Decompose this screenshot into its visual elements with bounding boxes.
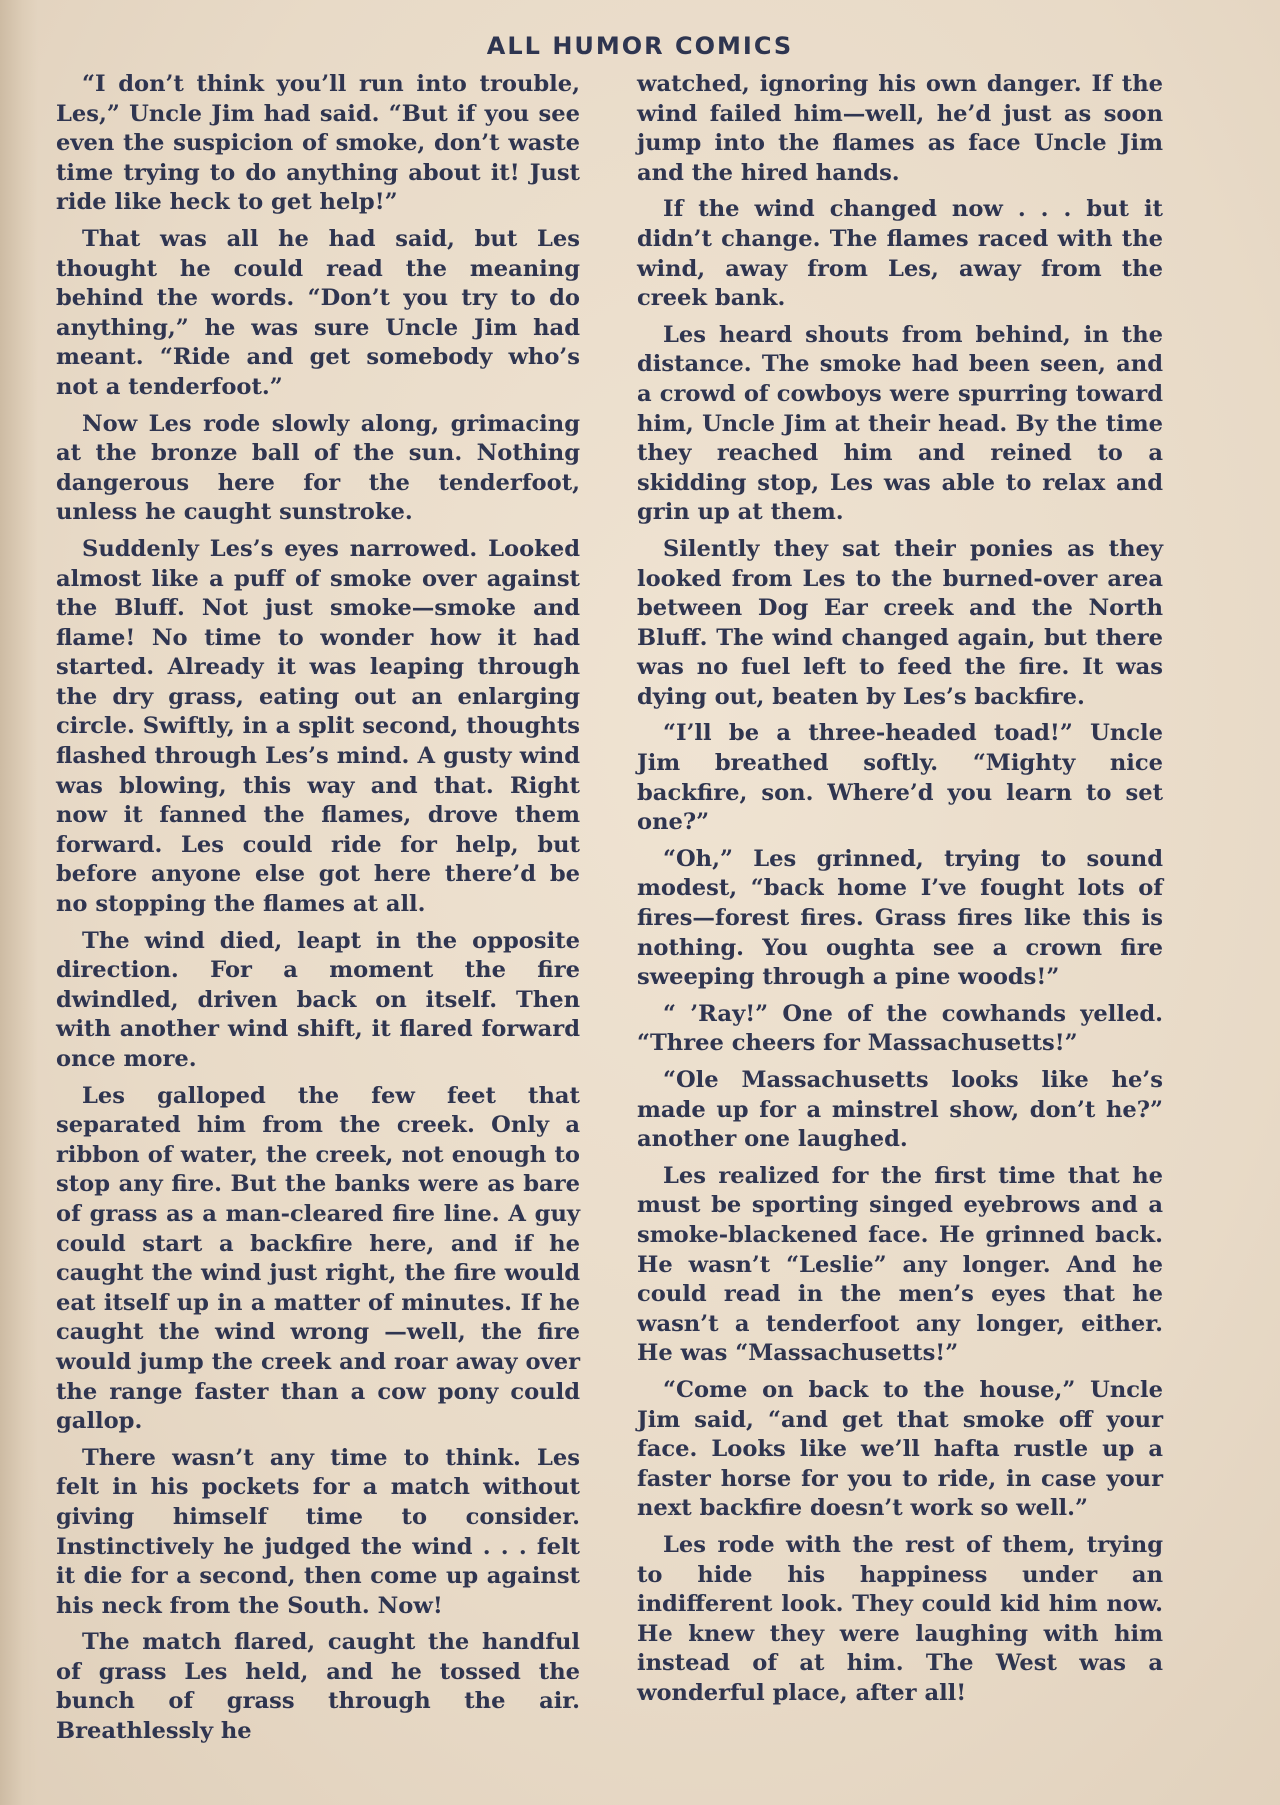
page-header: ALL HUMOR COMICS <box>486 32 794 60</box>
paragraph: The wind died, leapt in the opposite direction. For a moment the fire dwindled, driven back on itself. Then with another wind shift, it flared forward once more. <box>56 927 580 1072</box>
paragraph: The match flared, caught the handful of grass Les held, and he tossed the bunch of grass through the air. Breathlessly he <box>56 1629 580 1745</box>
left-text-column <box>56 70 580 1754</box>
paragraph: “I’ll be a three-headed toad!” Uncle Jim breathed softly. “Mighty nice backfire, son. Where’d you learn to set one?” <box>637 720 1163 836</box>
paragraph: Les galloped the few feet that separated him from the creek. Only a ribbon of water, the creek, not enough to stop any fire. But the banks were as bare of grass as a man-cleared fire line. A guy could start a backfire here, and if he caught the wind just right, the fire would eat itself up in a matter of minutes. If he caught the wind wrong —well, the fire would jump the creek and roar away over the range faster than a cow pony could gallop. <box>56 1082 580 1435</box>
paragraph: Silently they sat their ponies as they looked from Les to the burned-over area between Dog Ear creek and the North Bluff. The wind changed again, but there was no fuel left to feed the fire. It was dying out, beaten by Les’s backfire. <box>637 535 1163 710</box>
paragraph: There wasn’t any time to think. Les felt in his pockets for a match without giving himself time to consider. Instinctively he judged the wind . . . felt it die for a second, then come up against his neck from the South. Now! <box>56 1444 580 1619</box>
paragraph: Les realized for the first time that he must be sporting singed eyebrows and a smoke-blackened face. He grinned back. He wasn’t “Leslie” any longer. And he could read in the men’s eyes that he wasn’t a tenderfoot any longer, either. He was “Massachusetts!” <box>637 1162 1163 1367</box>
paragraph: “I don’t think you’ll run into trouble, Les,” Uncle Jim had said. “But if you see even the suspicion of smoke, don’t waste time trying to do anything about it! Just ride like heck to get help!” <box>56 71 580 216</box>
paragraph: That was all he had said, but Les thought he could read the meaning behind the words. “Don’t you try to do anything,” he was sure Uncle Jim had meant. “Ride and get somebody who’s not a tenderfoot.” <box>56 225 580 400</box>
right-text-column <box>637 70 1163 1715</box>
paragraph: Now Les rode slowly along, grimacing at the bronze ball of the sun. Nothing dangerous here for the tenderfoot, unless he caught sunstroke. <box>56 410 580 526</box>
paragraph: “Ole Massachusetts looks like he’s made up for a minstrel show, don’t he?” another one laughed. <box>637 1067 1163 1153</box>
paragraph: Les heard shouts from behind, in the distance. The smoke had been seen, and a crowd of cowboys were spurring toward him, Uncle Jim at their head. By the time they reached him and reined to a skidding stop, Les was able to relax and grin up at them. <box>637 321 1163 526</box>
paragraph: watched, ignoring his own danger. If the wind failed him—well, he’d just as soon jump into the flames as face Uncle Jim and the hired hands. <box>637 71 1163 186</box>
paragraph: Les rode with the rest of them, trying to hide his happiness under an indifferent look. They could kid him now. He knew they were laughing with him instead of at him. The West was a wonderful place, after all! <box>637 1531 1163 1706</box>
paragraph: Suddenly Les’s eyes narrowed. Looked almost like a puff of smoke over against the Bluff. Not just smoke—smoke and flame! No time to wonder how it had started. Already it was leaping through the dry grass, eating out an enlarging circle. Swiftly, in a split second, thoughts flashed through Les’s mind. A gusty wind was blowing, this way and that. Right now it fanned the flames, drove them forward. Les could ride for help, but before anyone else got here there’d be no stopping the flames at all. <box>56 535 580 918</box>
paragraph: “ ’Ray!” One of the cowhands yelled. “Three cheers for Massachusetts!” <box>637 1000 1163 1057</box>
paragraph: “Oh,” Les grinned, trying to sound modest, “back home I’ve fought lots of fires—forest fires. Grass fires like this is nothing. You oughta see a crown fire sweeping through a pine woods!” <box>637 845 1163 991</box>
paragraph: “Come on back to the house,” Uncle Jim said, “and get that smoke off your face. Looks like we’ll hafta rustle up a faster horse for you to ride, in case your next backfire doesn’t work so well.” <box>637 1376 1163 1522</box>
paragraph: If the wind changed now . . . but it didn’t change. The flames raced with the wind, away from Les, away from the creek bank. <box>637 196 1163 312</box>
binding-shadow <box>0 0 38 1805</box>
